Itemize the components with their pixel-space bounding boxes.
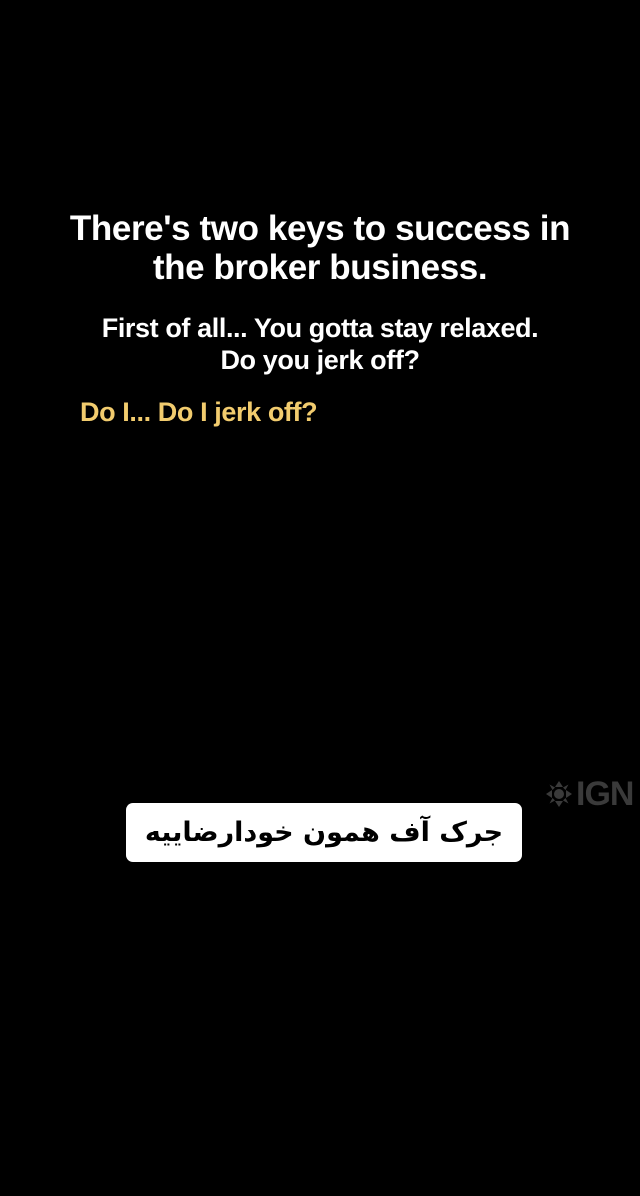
ign-logo-icon [544,779,574,809]
subtitle-line-2a: First of all... You gotta stay relaxed. [101,313,539,343]
subtitle-line-1b: the broker business. [152,248,488,287]
ign-watermark [544,776,640,812]
subtitle-line-3: Do I... Do I jerk off? [80,397,318,427]
watermark-text: IGN [576,776,634,812]
persian-caption-box [126,803,522,862]
subtitle-line-1a: There's two keys to success in [69,209,571,248]
persian-caption-text: جرک آف همون خودارضاییه [144,817,504,848]
subtitle-line-2b: Do you jerk off? [220,345,420,375]
